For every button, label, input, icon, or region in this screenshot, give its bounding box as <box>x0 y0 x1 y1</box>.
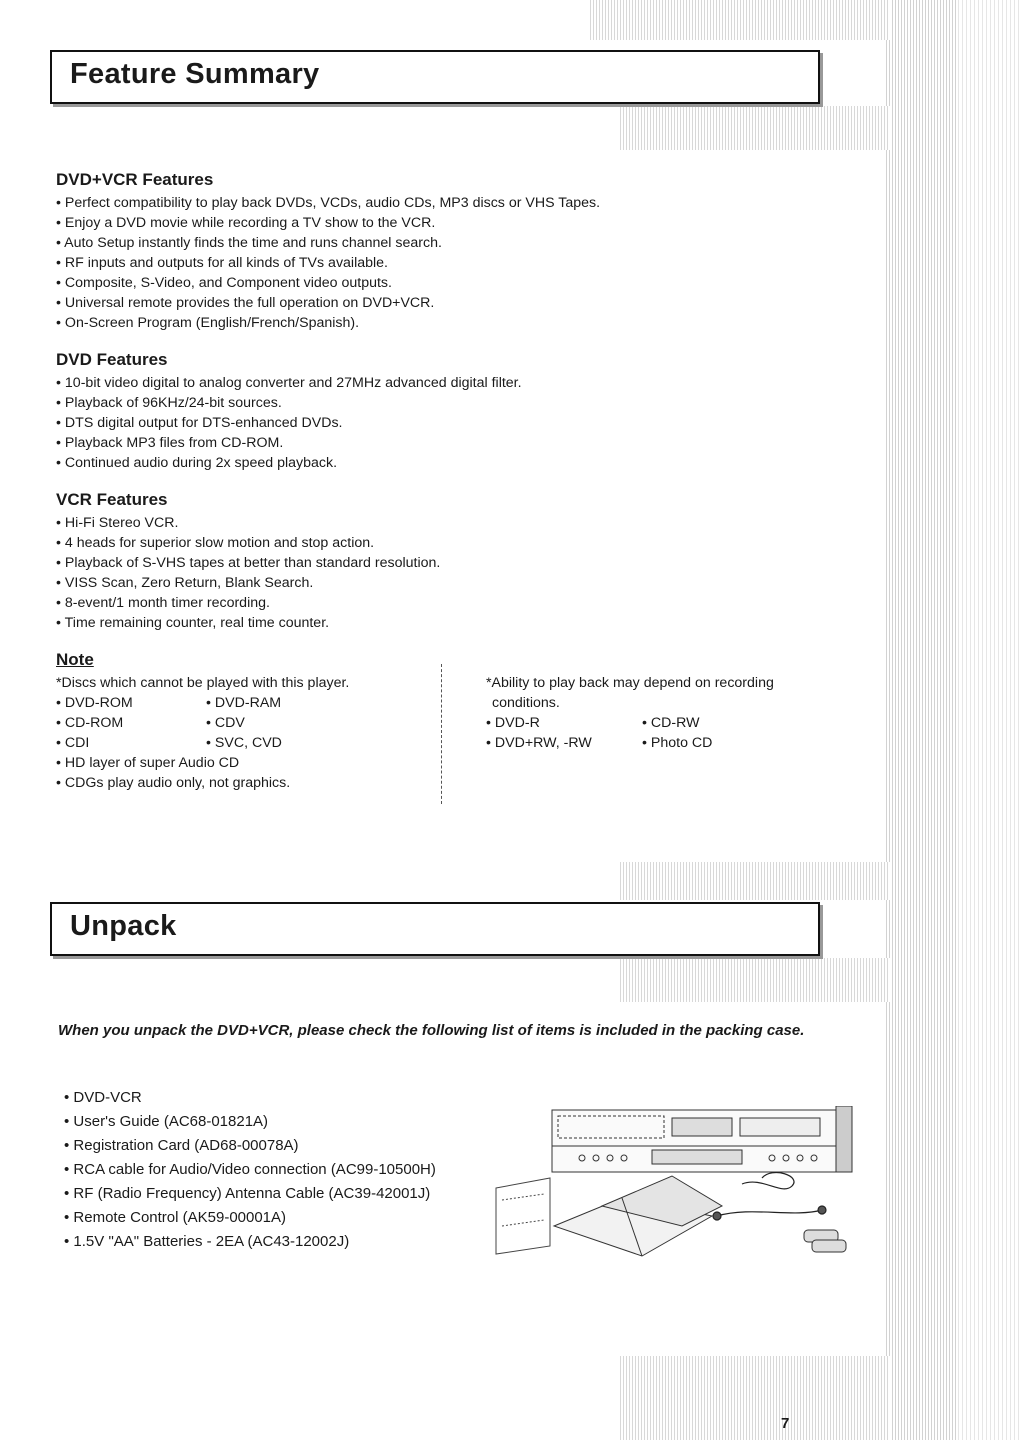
note-left-intro: *Discs which cannot be played with this player. <box>56 675 350 691</box>
unpack-intro: When you unpack the DVD+VCR, please check the following list of items is included in the packing case. <box>58 1022 805 1039</box>
list-item: • User's Guide (AC68-01821A) <box>64 1110 436 1134</box>
note-row <box>56 713 356 733</box>
cable-icon <box>713 1173 826 1220</box>
footer-shade <box>620 1356 890 1440</box>
list-item: • Enjoy a DVD movie while recording a TV show to the VCR. <box>56 213 600 233</box>
note-left-column <box>56 673 356 793</box>
note-right-intro-cont: conditions. <box>492 695 560 711</box>
list-item: • RF (Radio Frequency) Antenna Cable (AC39-42001J) <box>64 1182 436 1206</box>
list-item: • RF inputs and outputs for all kinds of TVs available. <box>56 253 600 273</box>
packing-items-illustration <box>492 1106 862 1278</box>
note-cell: • CD-ROM <box>56 715 124 731</box>
note-right-column <box>486 673 792 753</box>
list-item: • Time remaining counter, real time counter. <box>56 613 440 633</box>
note-left-extra: • CDGs play audio only, not graphics. <box>56 775 291 791</box>
note-cell: • DVD-R <box>486 715 540 731</box>
list-item: • DTS digital output for DTS-enhanced DVDs. <box>56 413 522 433</box>
users-guide-icon <box>554 1176 722 1256</box>
feature-summary-title: Feature Summary <box>70 58 320 90</box>
list-item: • Registration Card (AD68-00078A) <box>64 1134 436 1158</box>
remote-control-icon <box>496 1178 550 1254</box>
list-item: • 8-event/1 month timer recording. <box>56 593 440 613</box>
note-row <box>486 733 792 753</box>
unpack-shade-top <box>620 862 890 900</box>
dvd-features-list <box>56 373 522 473</box>
list-item: • VISS Scan, Zero Return, Blank Search. <box>56 573 440 593</box>
unpack-shade-bottom <box>620 958 890 1002</box>
list-item: • DVD-VCR <box>64 1086 436 1110</box>
unpack-header <box>50 902 820 956</box>
dvd-vcr-features-list <box>56 193 600 333</box>
note-row <box>56 733 356 753</box>
list-item: • Playback of 96KHz/24-bit sources. <box>56 393 522 413</box>
header-shade-top <box>590 0 890 40</box>
note-left-extra: • HD layer of super Audio CD <box>56 755 240 771</box>
packing-list <box>64 1086 436 1254</box>
list-item: • Remote Control (AK59-00001A) <box>64 1206 436 1230</box>
page-number: 7 <box>781 1415 790 1432</box>
vcr-features-heading: VCR Features <box>56 490 168 509</box>
note-cell: • CDI <box>56 735 90 751</box>
dvd-vcr-unit-icon <box>552 1106 852 1172</box>
side-band-decoration <box>886 0 958 1440</box>
note-divider <box>441 664 442 804</box>
list-item: • On-Screen Program (English/French/Spanish). <box>56 313 600 333</box>
note-cell: • DVD-ROM <box>56 695 133 711</box>
list-item: • RCA cable for Audio/Video connection (AC99-10500H) <box>64 1158 436 1182</box>
feature-summary-header <box>50 50 820 104</box>
list-item: • Continued audio during 2x speed playback. <box>56 453 522 473</box>
list-item: • 10-bit video digital to analog converter and 27MHz advanced digital filter. <box>56 373 522 393</box>
list-item: • 1.5V "AA" Batteries - 2EA (AC43-12002J) <box>64 1230 436 1254</box>
note-row <box>56 693 356 713</box>
list-item: • Hi-Fi Stereo VCR. <box>56 513 440 533</box>
header-shade-bottom <box>620 106 890 150</box>
note-right-intro: *Ability to play back may depend on recording <box>486 675 774 691</box>
vcr-features-list <box>56 513 440 633</box>
list-item: • Perfect compatibility to play back DVDs, VCDs, audio CDs, MP3 discs or VHS Tapes. <box>56 193 600 213</box>
list-item: • Composite, S-Video, and Component video outputs. <box>56 273 600 293</box>
list-item: • Auto Setup instantly finds the time and runs channel search. <box>56 233 600 253</box>
edge-band-decoration <box>958 0 1020 1440</box>
list-item: • Universal remote provides the full operation on DVD+VCR. <box>56 293 600 313</box>
dvd-vcr-features-heading: DVD+VCR Features <box>56 170 214 189</box>
batteries-icon <box>804 1230 846 1252</box>
unpack-title: Unpack <box>70 910 177 942</box>
note-cell: • CD-RW <box>642 715 700 731</box>
note-row <box>486 713 792 733</box>
note-cell: • Photo CD <box>642 735 713 751</box>
note-cell: • SVC, CVD <box>206 735 282 751</box>
note-cell: • DVD+RW, -RW <box>486 735 592 751</box>
note-cell: • CDV <box>206 715 245 731</box>
list-item: • Playback of S-VHS tapes at better than standard resolution. <box>56 553 440 573</box>
dvd-features-heading: DVD Features <box>56 350 168 369</box>
note-heading: Note <box>56 650 94 669</box>
note-cell: • DVD-RAM <box>206 695 282 711</box>
list-item: • Playback MP3 files from CD-ROM. <box>56 433 522 453</box>
list-item: • 4 heads for superior slow motion and stop action. <box>56 533 440 553</box>
